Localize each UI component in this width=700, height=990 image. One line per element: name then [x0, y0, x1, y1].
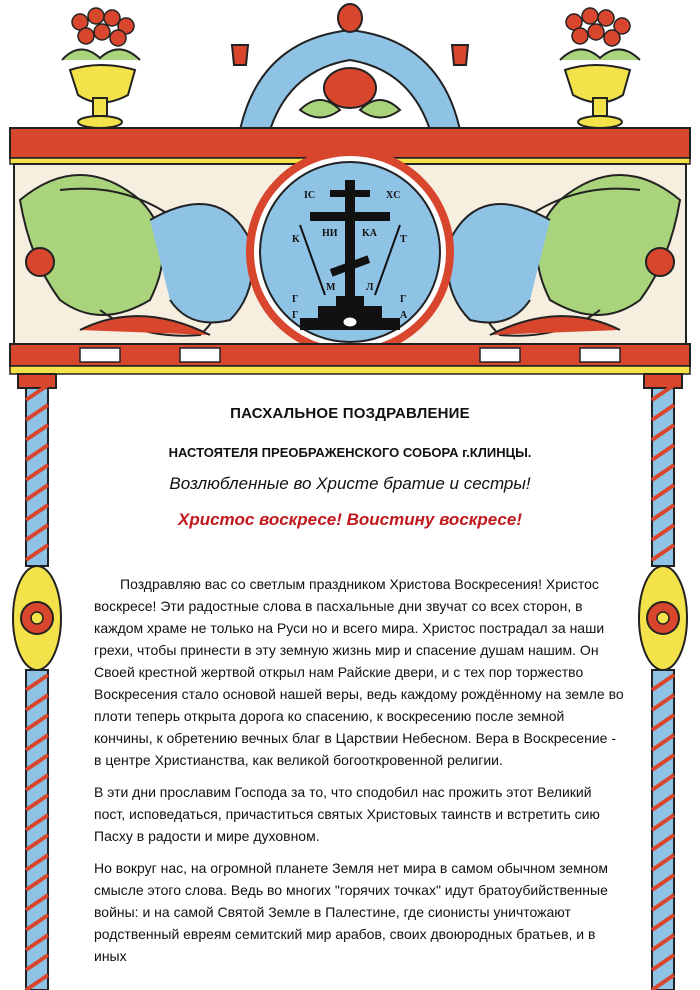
- emblem-letter-a: А: [400, 310, 408, 321]
- emblem-letter-k: K: [292, 234, 300, 245]
- page-subtitle: НАСТОЯТЕЛЯ ПРЕОБРАЖЕНСКОГО СОБОРА г.КЛИНЦЫ.: [168, 445, 532, 460]
- emblem-letter-g2: Г: [292, 310, 299, 321]
- paragraph: Поздравляю вас со светлым праздником Христова Воскресения! Христос воскресе! Эти радостные слова в пасхальные дни звучат со всех сторон, в каждом храме не только на Руси но и всего мира. Христос пострадал за наши грехи, чтобы принести в эту земную жизнь мир и спасение душам нашим. Он Своей крестной жертвой открыл нам Райские двери, и с тех пор торжество Воскресения стало основой нашей веры, ведь каждому рождённому на земле во плоти теперь открыта дорога ко спасению, к воскресению после земной кончины, к обретению вечных благ в Царствии Небесном. Вера в Воскресение - в центре Христианства, как великой богооткровенной религии.: [94, 576, 624, 768]
- paragraph: Но вокруг нас, на огромной планете Земля нет мира в самом обычном земном смысле этого слова. Ведь во многих "горячих точках" идут братоубийственные войны: и на самой Святой Земле в Палестине, где сионисты уничтожают родственный евреям семитский мир арабов, своих двоюродных братьев, и в иных: [94, 860, 608, 964]
- letter-body: [94, 573, 626, 977]
- emblem-letter-m: M: [326, 282, 336, 293]
- address-line: Возлюбленные во Христе братие и сестры!: [169, 474, 531, 493]
- emblem-letter-ni: HИ: [322, 228, 338, 239]
- emblem-letter-xc: XC: [386, 190, 401, 201]
- emblem-letter-ka: KA: [362, 228, 377, 239]
- emblem-letter-l: Л: [366, 282, 374, 293]
- paragraph: В эти дни прославим Господа за то, что сподобил нас прожить этот Великий пост, исповедаться, причаститься святых Христовых таинств и встретить сию Пасху в радости и мире духовном.: [94, 784, 600, 844]
- emblem-letter-g1: Г: [292, 294, 299, 305]
- page-title: ПАСХАЛЬНОЕ ПОЗДРАВЛЕНИЕ: [230, 405, 470, 422]
- easter-greeting: Христос воскресе! Воистину воскресе!: [177, 510, 523, 529]
- emblem-letter-ic: IC: [304, 190, 316, 201]
- emblem-letter-g3: Г: [400, 294, 407, 305]
- emblem-letter-t: T: [400, 234, 407, 245]
